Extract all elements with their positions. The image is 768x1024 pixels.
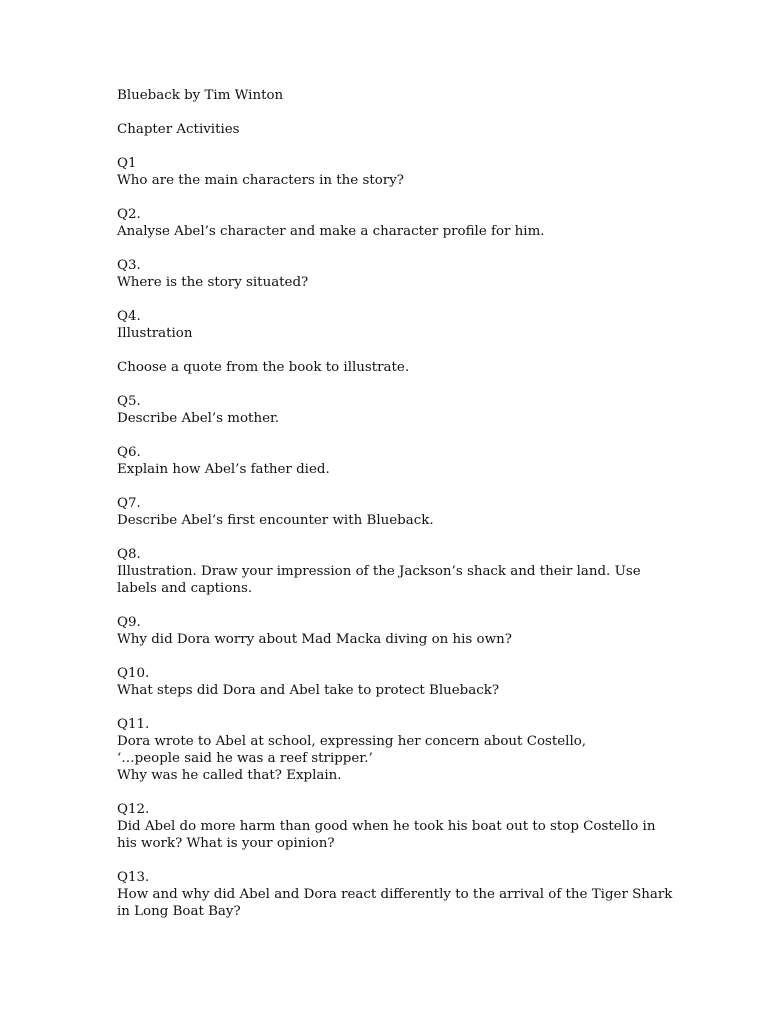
question-text: What steps did Dora and Abel take to protect Blueback? [117, 683, 500, 698]
question-1 [117, 155, 677, 189]
question-label: Q13. [117, 870, 150, 885]
question-text: Describe Abel’s mother. [117, 411, 280, 426]
question-5 [117, 393, 677, 427]
question-2 [117, 206, 677, 240]
question-text: Analyse Abel’s character and make a character profile for him. [117, 224, 545, 239]
document-title: Blueback by Tim Winton [117, 88, 284, 103]
question-4 [117, 308, 677, 342]
question-label: Q1 [117, 156, 137, 171]
question-text: labels and captions. [117, 581, 253, 596]
question-quote: ‘…people said he was a reef stripper.’ [117, 751, 373, 766]
question-label: Q6. [117, 445, 141, 460]
question-10 [117, 665, 677, 699]
question-label: Q2. [117, 207, 141, 222]
question-text: his work? What is your opinion? [117, 836, 335, 851]
question-text: Describe Abel’s first encounter with Blueback. [117, 513, 434, 528]
question-8 [117, 546, 677, 597]
question-13 [117, 869, 677, 920]
question-text: Illustration. Draw your impression of the Jackson’s shack and their land. Use [117, 564, 641, 579]
question-label: Q5. [117, 394, 141, 409]
question-label: Q9. [117, 615, 141, 630]
question-text: How and why did Abel and Dora react differently to the arrival of the Tiger Shark [117, 887, 673, 902]
question-text: Why did Dora worry about Mad Macka diving on his own? [117, 632, 512, 647]
question-label: Q12. [117, 802, 150, 817]
question-text: Explain how Abel’s father died. [117, 462, 330, 477]
question-label: Q3. [117, 258, 141, 273]
question-label: Q10. [117, 666, 150, 681]
question-11 [117, 716, 677, 784]
document-page [117, 87, 677, 937]
question-3 [117, 257, 677, 291]
question-6 [117, 444, 677, 478]
question-text: Who are the main characters in the story? [117, 173, 404, 188]
question-text: Choose a quote from the book to illustrate. [117, 360, 410, 375]
question-4-instruction [117, 359, 677, 376]
question-text: in Long Boat Bay? [117, 904, 241, 919]
question-label: Q8. [117, 547, 141, 562]
question-text: Dora wrote to Abel at school, expressing her concern about Costello, [117, 734, 587, 749]
question-text: Illustration [117, 326, 193, 341]
question-text: Did Abel do more harm than good when he took his boat out to stop Costello in [117, 819, 656, 834]
question-label: Q11. [117, 717, 150, 732]
question-text: Why was he called that? Explain. [117, 768, 342, 783]
question-text: Where is the story situated? [117, 275, 309, 290]
question-9 [117, 614, 677, 648]
question-7 [117, 495, 677, 529]
question-label: Q7. [117, 496, 141, 511]
question-12 [117, 801, 677, 852]
document-subtitle: Chapter Activities [117, 122, 240, 137]
question-label: Q4. [117, 309, 141, 324]
